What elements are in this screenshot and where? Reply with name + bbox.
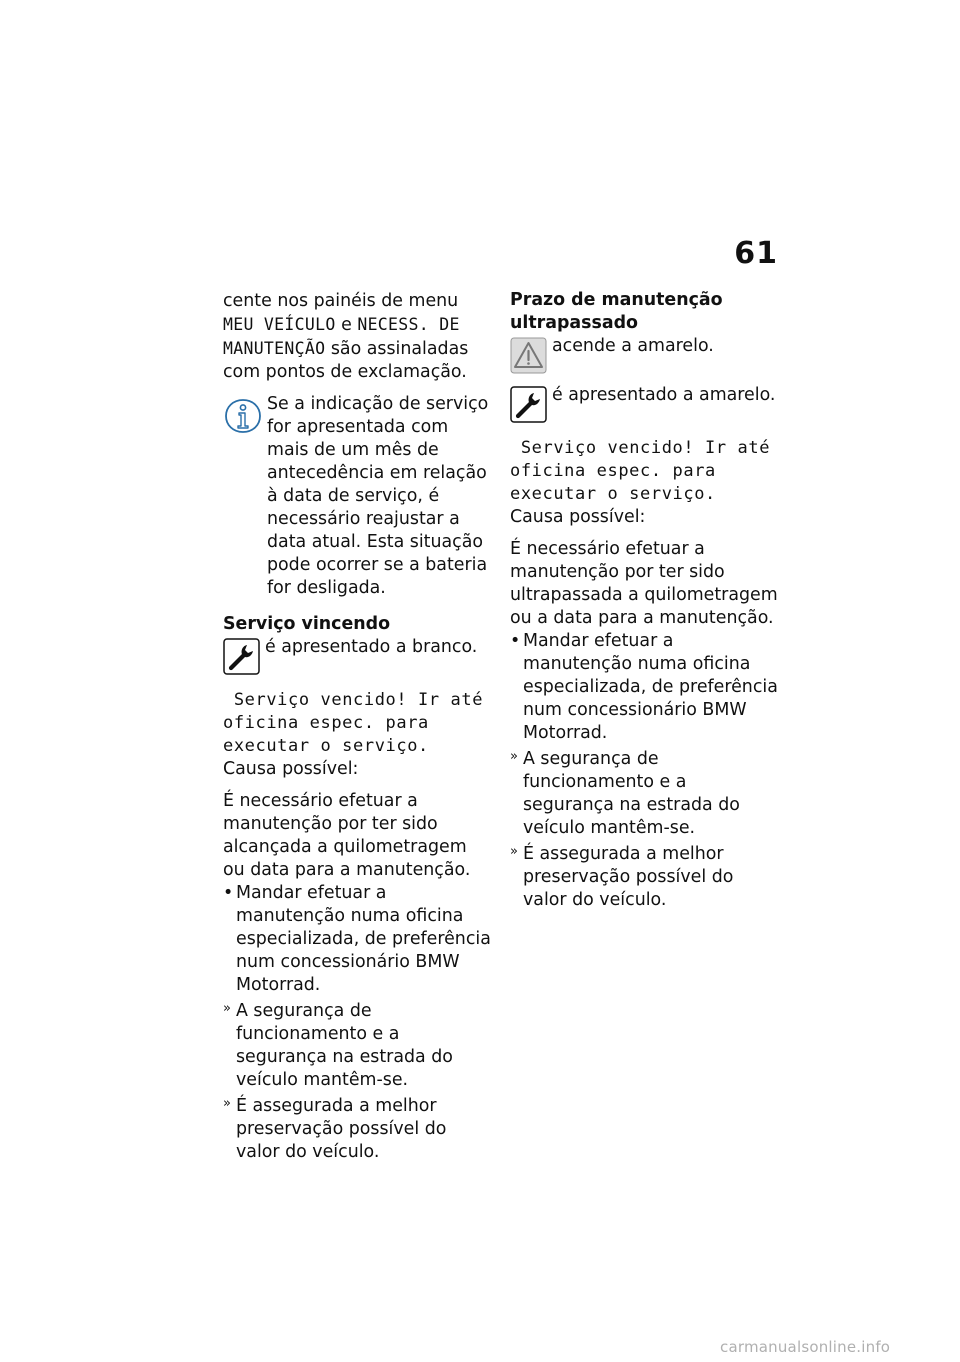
- wrench-indicator-line: [223, 636, 493, 676]
- result-text: É assegurada a melhor preservação possível do valor do veículo.: [236, 1096, 447, 1162]
- left-column: [223, 290, 493, 1164]
- info-icon: [223, 397, 263, 437]
- list-item: [223, 1000, 493, 1092]
- intro-paragraph: [223, 290, 493, 384]
- right-column: [510, 289, 780, 912]
- display-message: Serviço vencido! Ir até oficina espec. para executar o serviço.: [223, 690, 494, 756]
- page-number: 61: [734, 236, 778, 271]
- wrench-caption: é apresentado a amarelo.: [552, 385, 776, 405]
- wrench-indicator-line: [510, 384, 780, 424]
- result-marker: »: [223, 1096, 231, 1111]
- menu-name-service-needs: NECESS. DE MANUTENÇÃO: [223, 315, 460, 358]
- cause-label: Causa possível:: [223, 759, 359, 779]
- intro-and: e: [341, 315, 352, 335]
- intro-text-2: são assinaladas com pontos de exclamação.: [223, 339, 469, 382]
- action-list: [510, 630, 780, 912]
- action-list: [223, 882, 493, 1164]
- warning-caption: acende a amarelo.: [552, 336, 714, 356]
- result-marker: »: [510, 844, 518, 859]
- list-item: [223, 1095, 493, 1164]
- action-text: Mandar efetuar a manutenção numa oficina especializada, de preferência num concessionário BMW Motorrad.: [523, 631, 778, 743]
- section-heading-service-overdue: Prazo de manutenção ultrapassado: [510, 290, 723, 333]
- watermark-footer: carmanualsonline.info: [720, 1338, 891, 1356]
- cause-text: É necessário efetuar a manutenção por ter sido ultrapassada a quilometragem ou a data para a manutenção.: [510, 539, 778, 628]
- warning-indicator-line: [510, 335, 780, 375]
- cause-label: Causa possível:: [510, 507, 646, 527]
- cause-text: É necessário efetuar a manutenção por ter sido alcançada a quilometragem ou data para a manutenção.: [223, 791, 471, 880]
- display-message: Serviço vencido! Ir até oficina espec. para executar o serviço.: [510, 438, 781, 504]
- info-note: [223, 393, 493, 600]
- list-item: [510, 630, 780, 745]
- info-note-text: Se a indicação de serviço for apresentada com mais de um mês de antecedência em relação à data de serviço, é necessário reajustar a data atual. Esta situação pode ocorrer se a bateria for desligada.: [267, 394, 489, 598]
- warning-triangle-icon: [510, 337, 547, 374]
- list-item: [510, 843, 780, 912]
- wrench-icon: [510, 386, 547, 423]
- intro-text-1: cente nos painéis de menu: [223, 291, 459, 311]
- wrench-caption: é apresentado a branco.: [265, 637, 478, 657]
- list-item: [510, 748, 780, 840]
- bullet-marker: •: [510, 631, 521, 651]
- result-text: A segurança de funcionamento e a segurança na estrada do veículo mantêm-se.: [236, 1001, 453, 1090]
- bullet-marker: •: [223, 883, 234, 903]
- result-text: A segurança de funcionamento e a segurança na estrada do veículo mantêm-se.: [523, 749, 740, 838]
- wrench-icon: [223, 638, 260, 675]
- list-item: [223, 882, 493, 997]
- result-marker: »: [223, 1001, 231, 1016]
- section-heading-service-due: Serviço vincendo: [223, 614, 391, 634]
- action-text: Mandar efetuar a manutenção numa oficina especializada, de preferência num concessionário BMW Motorrad.: [236, 883, 491, 995]
- result-marker: »: [510, 749, 518, 764]
- menu-name-my-vehicle: MEU VEÍCULO: [223, 315, 336, 334]
- result-text: É assegurada a melhor preservação possível do valor do veículo.: [523, 844, 734, 910]
